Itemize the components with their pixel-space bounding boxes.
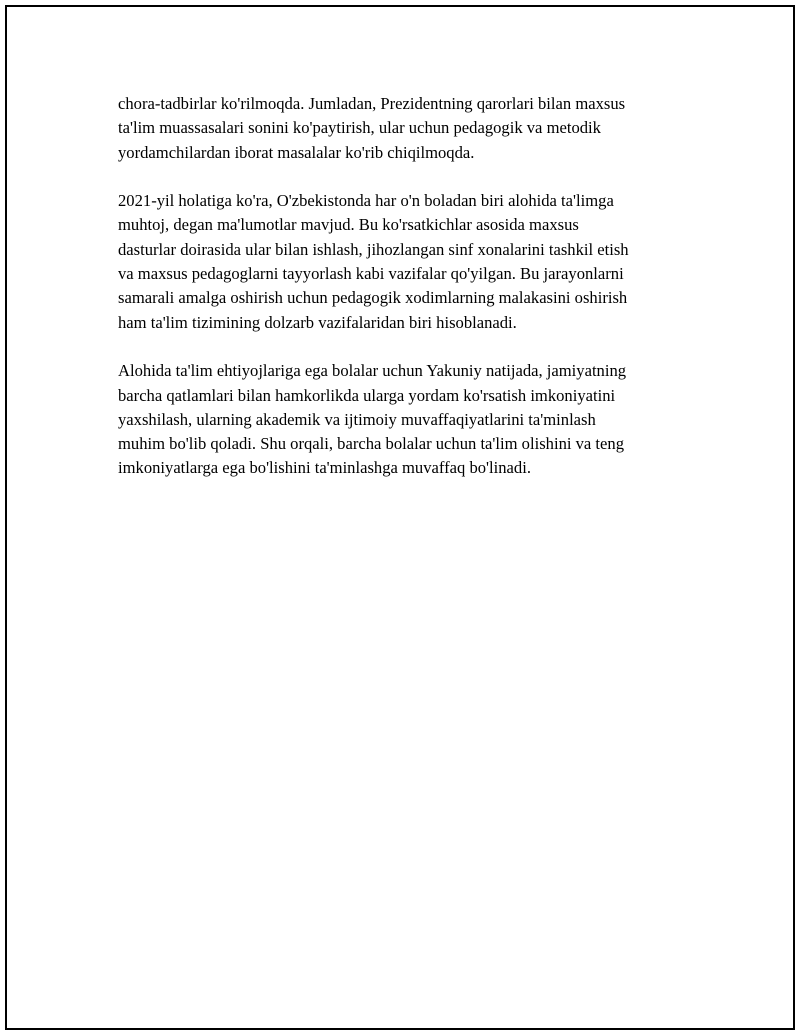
text-line: va maxsus pedagoglarni tayyorlash kabi vazifalar qo'yilgan. Bu jarayonlarni xyxy=(118,264,624,284)
text-line: samarali amalga oshirish uchun pedagogik xodimlarning malakasini oshirish xyxy=(118,288,628,308)
text-line: barcha qatlamlari bilan hamkorlikda ularga yordam ko'rsatish imkoniyatini xyxy=(118,385,616,405)
text-line: 2021-yil holatiga ko'ra, O'zbekistonda har o'n boladan biri alohida ta'limga xyxy=(118,191,614,211)
paragraph-1 xyxy=(118,92,698,165)
text-line: muhtoj, degan ma'lumotlar mavjud. Bu ko'rsatkichlar asosida maxsus xyxy=(118,215,579,235)
text-line: yordamchilardan iborat masalalar ko'rib chiqilmoqda. xyxy=(118,142,475,162)
text-line: ham ta'lim tizimining dolzarb vazifalaridan biri hisoblanadi. xyxy=(118,312,517,332)
text-line: yaxshilash, ularning akademik va ijtimoiy muvaffaqiyatlarini ta'minlash xyxy=(118,409,596,429)
text-line: chora-tadbirlar ko'rilmoqda. Jumladan, Prezidentning qarorlari bilan maxsus xyxy=(118,94,626,113)
paragraph-3 xyxy=(118,359,698,480)
text-line: imkoniyatlarga ega bo'lishini ta'minlashga muvaffaq bo'linadi. xyxy=(118,458,531,478)
document-body xyxy=(118,92,698,505)
paragraph-2 xyxy=(118,189,698,335)
text-line: muhim bo'lib qoladi. Shu orqali, barcha bolalar uchun ta'lim olishini va teng xyxy=(118,434,625,454)
text-line: dasturlar doirasida ular bilan ishlash, jihozlangan sinf xonalarini tashkil etish xyxy=(118,239,629,259)
text-line: ta'lim muassasalari sonini ko'paytirish, ular uchun pedagogik va metodik xyxy=(118,118,601,138)
text-line: Alohida ta'lim ehtiyojlariga ega bolalar uchun Yakuniy natijada, jamiyatning xyxy=(118,361,627,381)
